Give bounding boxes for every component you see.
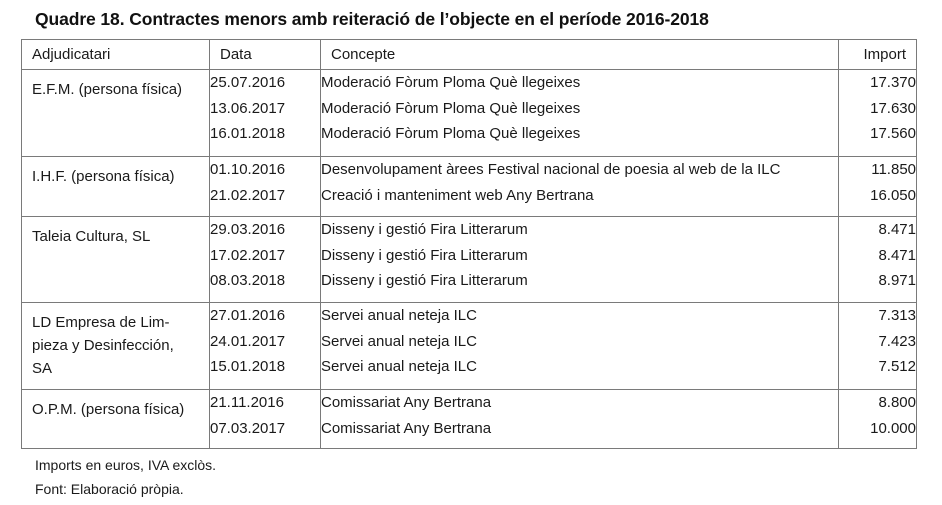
adjudicatari-name: I.H.F. (persona física): [32, 168, 175, 185]
date-value: 01.10.2016: [210, 161, 286, 178]
table-row: [22, 390, 917, 449]
concept-value: Servei anual neteja ILC: [321, 358, 477, 375]
table-row: [22, 157, 917, 217]
date-value: 25.07.2016: [210, 74, 286, 91]
import-value: 10.000: [870, 419, 916, 437]
import-cell: [839, 157, 917, 217]
concept-value: Comissariat Any Bertrana: [321, 419, 492, 437]
data-cell: [210, 157, 321, 217]
header-concepte: Concepte: [321, 40, 839, 70]
data-cell: [210, 217, 321, 303]
concept-value: Desenvolupament àrees Festival nacional de poesia al web de la ILC: [321, 161, 781, 178]
import-cell: [839, 390, 917, 449]
import-value: 7.512: [878, 358, 916, 375]
adjudicatari-cell: [22, 303, 210, 390]
data-cell: [210, 303, 321, 390]
import-value: 16.050: [870, 186, 916, 204]
import-value: 8.471: [878, 246, 916, 264]
import-value: 7.313: [878, 307, 916, 324]
concept-value: Servei anual neteja ILC: [321, 332, 477, 350]
concept-value: Moderació Fòrum Ploma Què llegeixes: [321, 125, 581, 142]
footnote-source: Font: Elaboració pròpia.: [35, 481, 184, 497]
date-value: 29.03.2016: [210, 221, 286, 238]
adjudicatari-cell: [22, 70, 210, 157]
import-cell: [839, 303, 917, 390]
date-value: 21.11.2016: [210, 394, 284, 411]
import-value: 17.630: [870, 99, 916, 117]
table-row: [22, 303, 917, 390]
date-value: 07.03.2017: [210, 419, 286, 437]
adjudicatari-name-line: pieza y Desinfección,: [32, 337, 174, 354]
import-value: 17.370: [870, 74, 916, 91]
concepte-cell: [321, 70, 839, 157]
header-data: Data: [210, 40, 321, 70]
concept-value: Comissariat Any Bertrana: [321, 394, 492, 411]
adjudicatari-cell: [22, 390, 210, 449]
import-value: 8.800: [878, 394, 916, 411]
adjudicatari-name: O.P.M. (persona física): [32, 401, 185, 418]
data-cell: [210, 390, 321, 449]
table-row: [22, 70, 917, 157]
concept-value: Disseny i gestió Fira Litterarum: [321, 272, 528, 289]
concept-value: Disseny i gestió Fira Litterarum: [321, 246, 528, 264]
concept-value: Disseny i gestió Fira Litterarum: [321, 221, 528, 238]
date-value: 21.02.2017: [210, 186, 286, 204]
concepte-cell: [321, 390, 839, 449]
date-value: 16.01.2018: [210, 125, 286, 142]
date-value: 15.01.2018: [210, 358, 286, 375]
date-value: 24.01.2017: [210, 332, 286, 350]
import-value: 8.471: [878, 221, 916, 238]
adjudicatari-cell: [22, 157, 210, 217]
footnote-currency: Imports en euros, IVA exclòs.: [35, 457, 217, 473]
concept-value: Creació i manteniment web Any Bertrana: [321, 186, 594, 204]
header-adjudicatari: Adjudicatari: [22, 40, 210, 70]
date-value: 27.01.2016: [210, 307, 286, 324]
adjudicatari-name-line: LD Empresa de Lim-: [32, 314, 170, 331]
adjudicatari-name-line: SA: [32, 360, 53, 377]
table-title: Quadre 18. Contractes menors amb reiteració de l’objecte en el període 2016-2018: [35, 9, 709, 29]
contracts-table: [21, 39, 917, 449]
adjudicatari-cell: [22, 217, 210, 303]
import-value: 17.560: [870, 125, 916, 142]
concepte-cell: [321, 157, 839, 217]
adjudicatari-name: Taleia Cultura, SL: [32, 228, 151, 245]
date-value: 08.03.2018: [210, 272, 286, 289]
import-cell: [839, 70, 917, 157]
table-header-row: [22, 40, 917, 70]
data-cell: [210, 70, 321, 157]
concepte-cell: [321, 303, 839, 390]
concept-value: Servei anual neteja ILC: [321, 307, 477, 324]
concept-value: Moderació Fòrum Ploma Què llegeixes: [321, 99, 581, 117]
concept-value: Moderació Fòrum Ploma Què llegeixes: [321, 74, 581, 91]
date-value: 17.02.2017: [210, 246, 286, 264]
concepte-cell: [321, 217, 839, 303]
table-row: [22, 217, 917, 303]
import-value: 7.423: [878, 332, 916, 350]
import-value: 11.850: [871, 161, 916, 178]
import-cell: [839, 217, 917, 303]
header-import: Import: [839, 40, 917, 70]
import-value: 8.971: [878, 272, 916, 289]
adjudicatari-name: E.F.M. (persona física): [32, 81, 183, 98]
date-value: 13.06.2017: [210, 99, 286, 117]
